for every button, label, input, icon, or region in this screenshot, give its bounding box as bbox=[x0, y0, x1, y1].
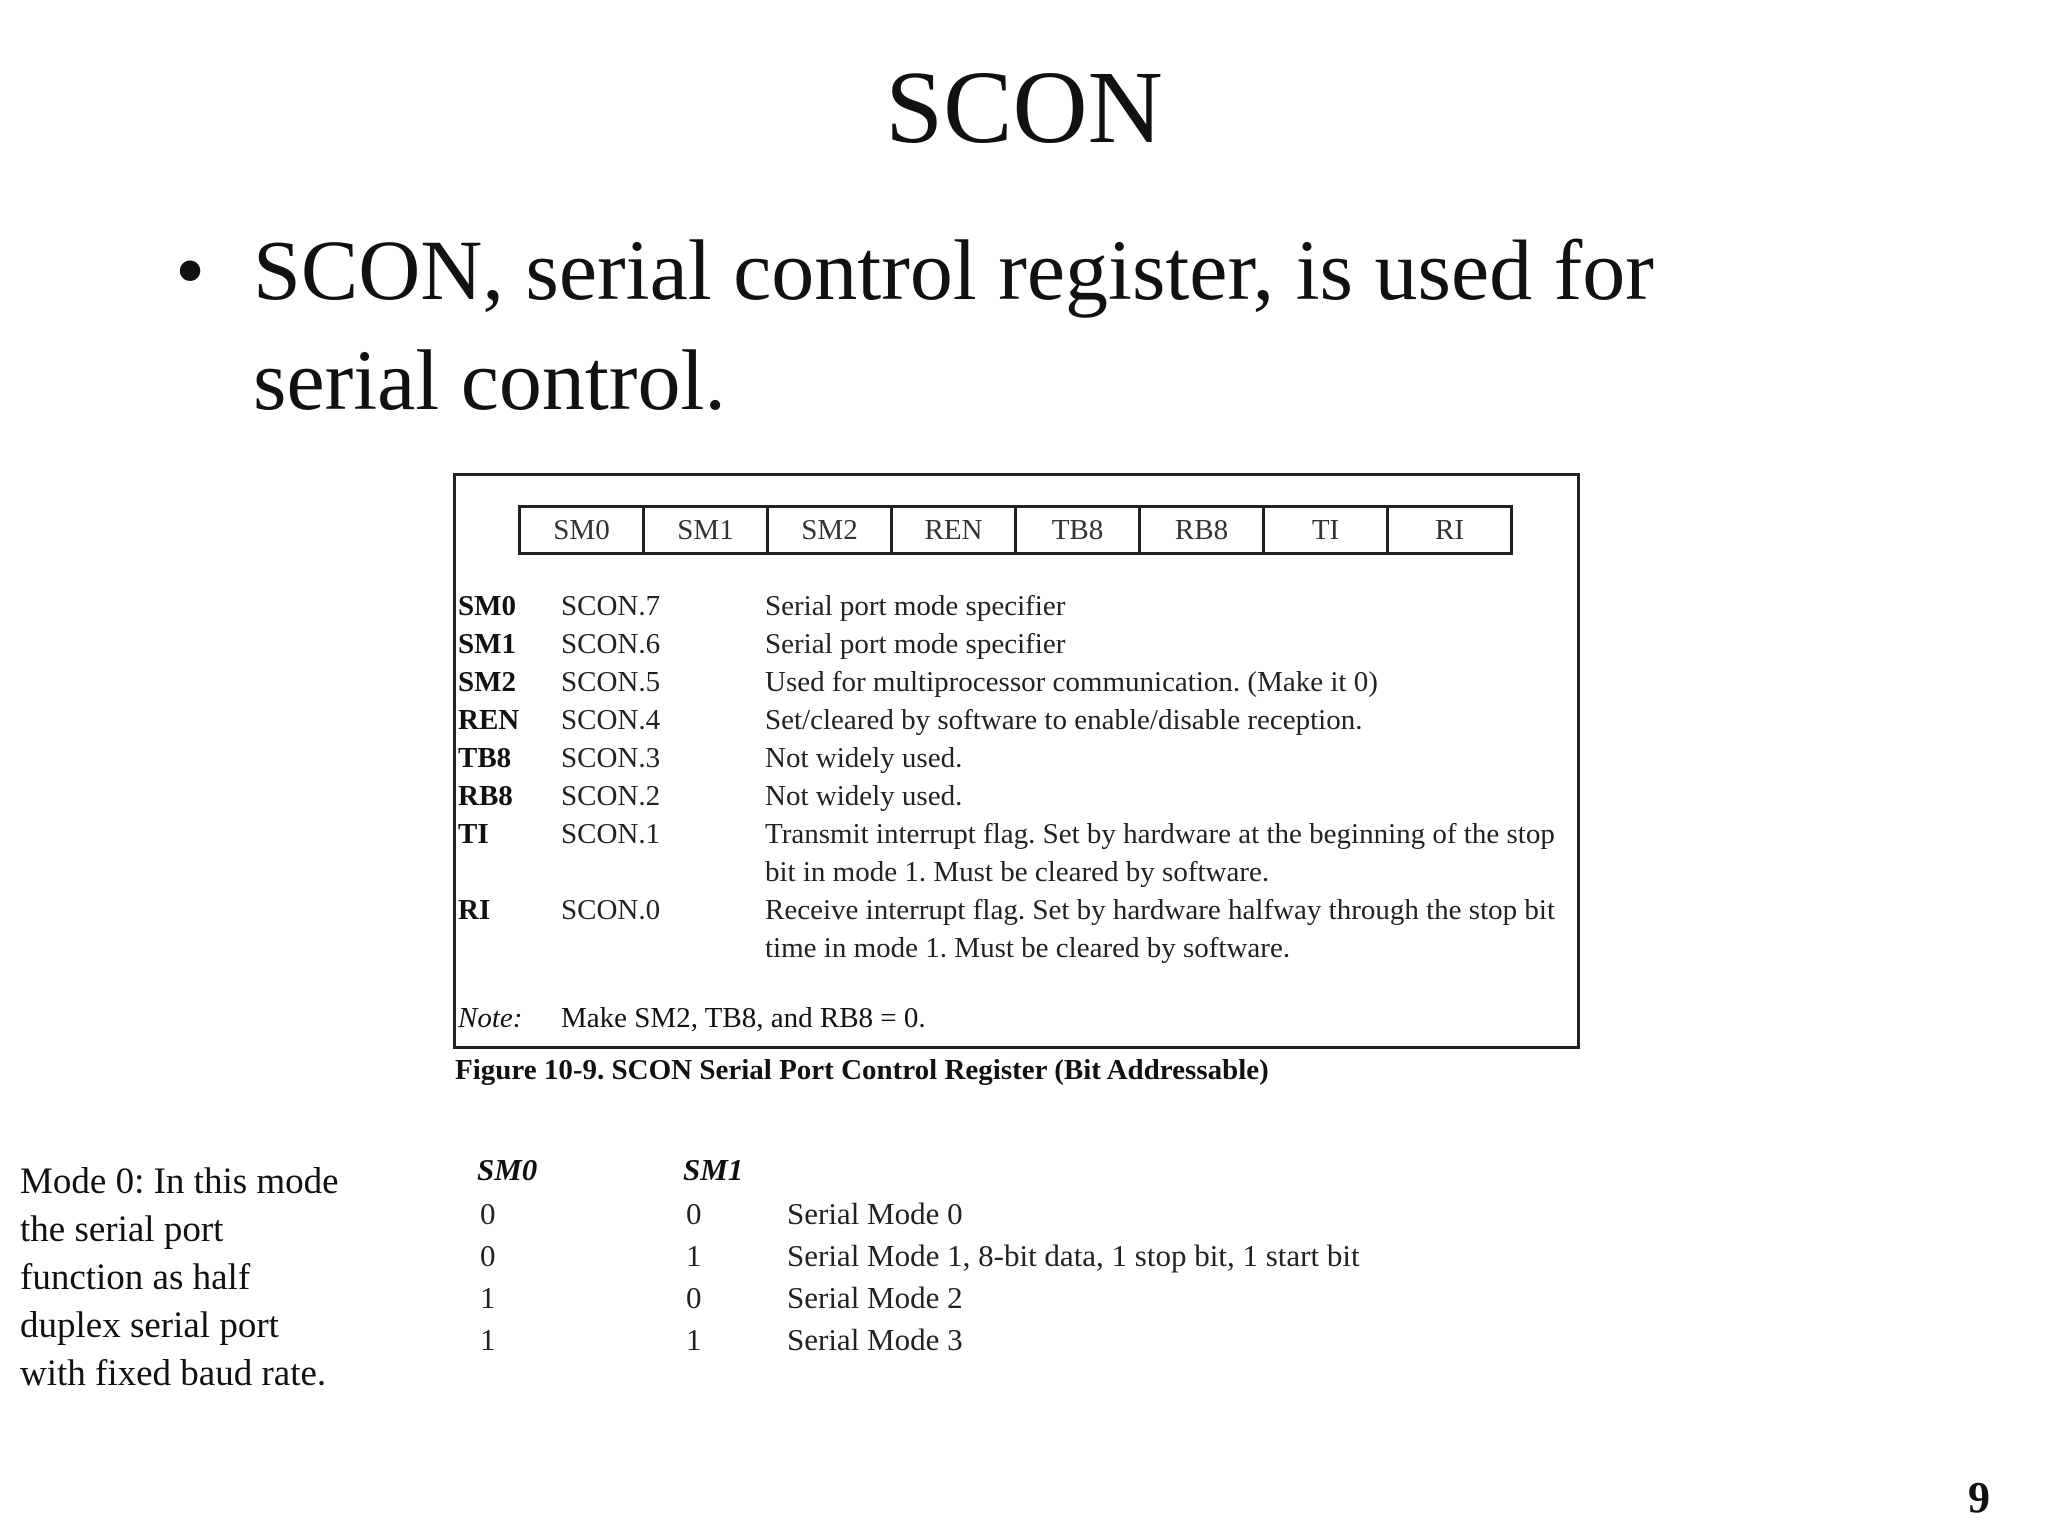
register-bit-row bbox=[518, 505, 1513, 555]
mode-sm0-value: 1 bbox=[480, 1280, 496, 1315]
bullet-point-marker: • bbox=[175, 222, 206, 318]
mode-header-sm1: SM1 bbox=[683, 1152, 744, 1187]
mode-sm0-value: 0 bbox=[480, 1238, 496, 1273]
bullet-text: SCON, serial control register, is used for serial control. bbox=[253, 222, 1654, 428]
mode-description: Serial Mode 2 bbox=[787, 1280, 963, 1315]
bit-description: Used for multiprocessor communication. (Make it 0) bbox=[765, 666, 1378, 698]
mode-sm1-value: 0 bbox=[686, 1280, 702, 1315]
bit-description: Set/cleared by software to enable/disable reception. bbox=[765, 704, 1363, 736]
bit-cell-tb8: TB8 bbox=[1017, 508, 1141, 552]
bit-cell-ri: RI bbox=[1389, 508, 1513, 552]
page-number: 9 bbox=[1968, 1473, 1990, 1522]
note-text: Make SM2, TB8, and RB8 = 0. bbox=[561, 1002, 926, 1034]
figure-caption: Figure 10-9. SCON Serial Port Control Register (Bit Addressable) bbox=[455, 1054, 1269, 1086]
bit-description: Receive interrupt flag. Set by hardware halfway through the stop bit time in mode 1. Must be cleared by software. bbox=[765, 894, 1556, 964]
bit-register: SCON.5 bbox=[561, 666, 661, 698]
bit-description: Serial port mode specifier bbox=[765, 590, 1066, 622]
bit-register: SCON.0 bbox=[561, 894, 661, 926]
bit-name: RI bbox=[458, 894, 491, 926]
note-label: Note: bbox=[458, 1002, 523, 1034]
bit-name: TB8 bbox=[458, 742, 512, 774]
mode-sm1-value: 0 bbox=[686, 1196, 702, 1231]
bit-cell-sm0: SM0 bbox=[521, 508, 645, 552]
bit-cell-sm2: SM2 bbox=[769, 508, 893, 552]
bit-cell-ren: REN bbox=[893, 508, 1017, 552]
mode-header-sm0: SM0 bbox=[477, 1152, 538, 1187]
bit-description: Not widely used. bbox=[765, 742, 963, 774]
bit-register: SCON.3 bbox=[561, 742, 661, 774]
bit-register: SCON.6 bbox=[561, 628, 661, 660]
mode-sm0-value: 0 bbox=[480, 1196, 496, 1231]
bit-name: SM2 bbox=[458, 666, 516, 698]
bit-name: RB8 bbox=[458, 780, 513, 812]
bit-cell-sm1: SM1 bbox=[645, 508, 769, 552]
mode-sm0-value: 1 bbox=[480, 1322, 496, 1357]
bit-cell-rb8: RB8 bbox=[1141, 508, 1265, 552]
bit-name: REN bbox=[458, 704, 520, 736]
bit-register: SCON.2 bbox=[561, 780, 661, 812]
mode-description: Serial Mode 3 bbox=[787, 1322, 963, 1357]
mode-sm1-value: 1 bbox=[686, 1322, 702, 1357]
mode-description: Serial Mode 0 bbox=[787, 1196, 963, 1231]
mode-sm1-value: 1 bbox=[686, 1238, 702, 1273]
bit-name: SM0 bbox=[458, 590, 516, 622]
mode-description: Serial Mode 1, 8-bit data, 1 stop bit, 1 start bit bbox=[787, 1238, 1360, 1273]
bit-cell-ti: TI bbox=[1265, 508, 1389, 552]
bit-description: Transmit interrupt flag. Set by hardware at the beginning of the stop bit in mode 1. Must be cleared by software. bbox=[765, 818, 1555, 888]
bit-register: SCON.4 bbox=[561, 704, 661, 736]
bit-name: SM1 bbox=[458, 628, 516, 660]
slide-title: SCON bbox=[885, 50, 1163, 165]
bit-register: SCON.7 bbox=[561, 590, 661, 622]
bit-register: SCON.1 bbox=[561, 818, 661, 850]
bit-description: Not widely used. bbox=[765, 780, 963, 812]
bit-description: Serial port mode specifier bbox=[765, 628, 1066, 660]
bit-name: TI bbox=[458, 818, 489, 850]
side-note: Mode 0: In this mode the serial port function as half duplex serial port with fixed baud rate. bbox=[20, 1161, 339, 1394]
